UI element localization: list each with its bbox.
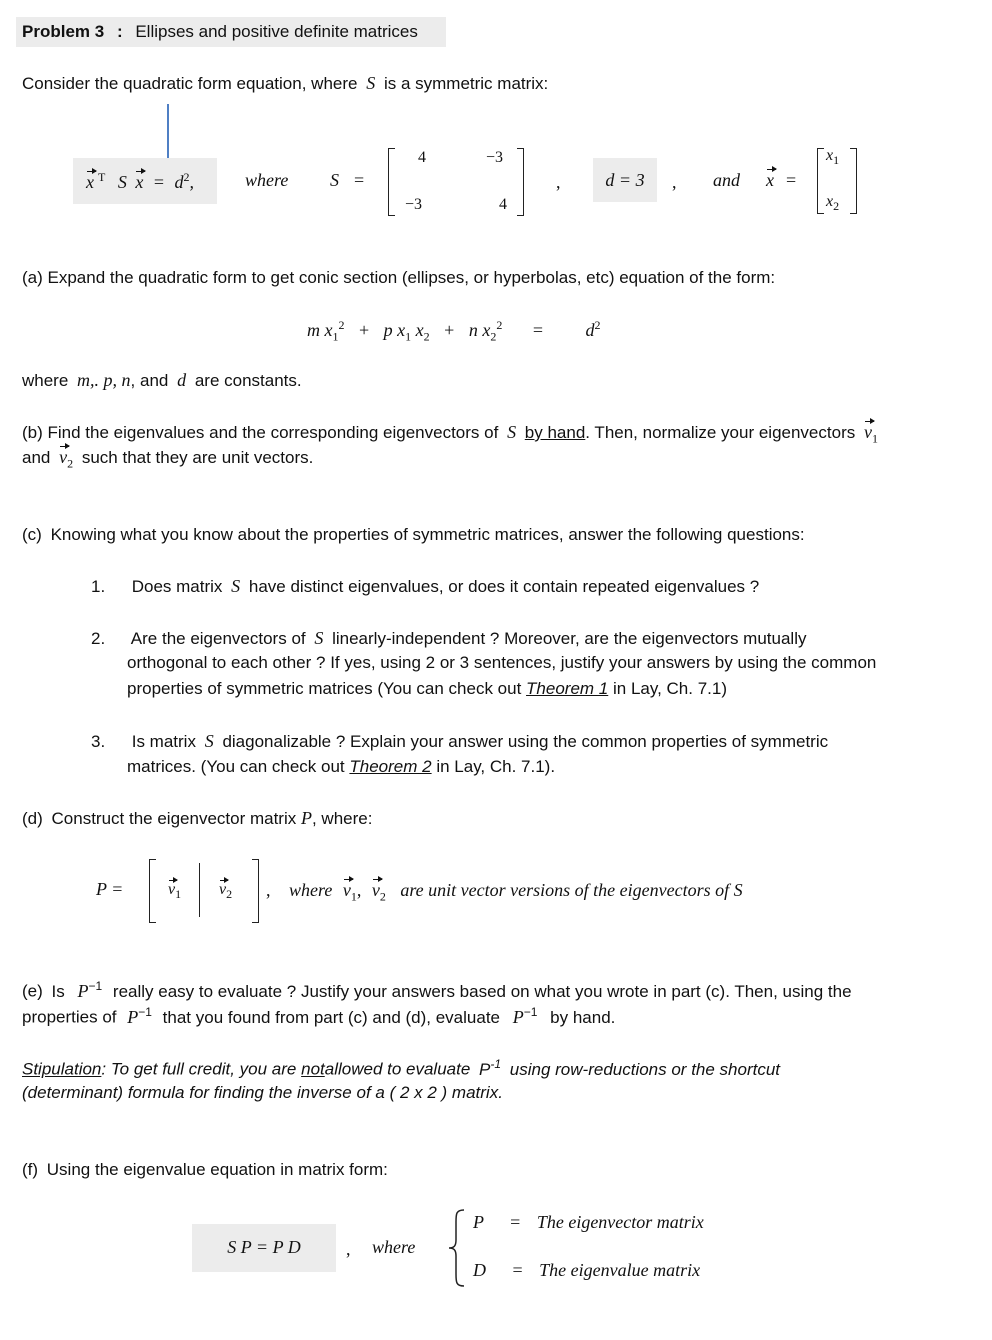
part-e-line2: properties of $P^{-1}$ that you found from part (c) and (d), evaluate $P^{-1}$ by hand.	[22, 1005, 616, 1027]
v1-column: $v_1$	[168, 881, 182, 902]
list-item-continued: properties of symmetric matrices (You can check out Theorem 1 in Lay, Ch. 7.1)	[127, 679, 728, 698]
list-item: 2. Are the eigenvectors of S linearly-independent ? Moreover, are the eigenvectors mutually	[91, 628, 807, 648]
p-right-bracket	[252, 859, 259, 923]
where-label: where	[245, 170, 289, 190]
theorem-1-ref: Theorem 1	[526, 679, 609, 698]
x1-entry: $x_1$	[826, 147, 840, 168]
part-b-line2: and $v_2$ such that they are unit vectors.	[22, 447, 314, 471]
stipulation-line1: Stipulation: To get full credit, you are notallowed to evaluate $P^{-1}$ using row-reductions or the shortcut	[22, 1057, 781, 1079]
p-left-bracket	[149, 859, 156, 923]
part-d-text: (d) Construct the eigenvector matrix P, where:	[22, 808, 373, 828]
intro-line: Consider the quadratic form equation, where S is a symmetric matrix:	[22, 73, 549, 93]
s-equals: =	[354, 170, 365, 190]
stipulation-label: Stipulation	[22, 1059, 102, 1079]
d-value: d = 3	[593, 158, 657, 202]
column-divider	[199, 863, 200, 917]
list-item: 3. Is matrix S diagonalizable ? Explain your answer using the common properties of symmetric	[91, 731, 829, 751]
matrix-left-bracket	[388, 148, 395, 216]
where-label: where	[372, 1237, 416, 1257]
constants-line: where m,. p, n, and d are constants.	[22, 370, 302, 390]
problem-label: Problem 3	[22, 22, 105, 41]
v2-column: $v_2$	[219, 881, 233, 902]
symbol-s: S	[366, 73, 376, 93]
stipulation-line2: (determinant) formula for finding the inverse of a ( 2 x 2 ) matrix.	[22, 1083, 503, 1102]
matrix-cell: −3	[405, 196, 423, 213]
xvec-left-bracket	[817, 148, 824, 214]
p-equals: P =	[96, 879, 124, 899]
list-item: 1. Does matrix S have distinct eigenvalues, or does it contain repeated eigenvalues ?	[91, 576, 760, 596]
list-item-continued: orthogonal to each other ? If yes, using 2 or 3 sentences, justify your answers by using the common	[127, 653, 877, 672]
by-hand: by hand	[524, 423, 586, 442]
header-separator: :	[116, 22, 123, 41]
part-f-text: (f) Using the eigenvalue equation in matrix form:	[22, 1160, 388, 1179]
quadratic-form-text: x $^T$ S $x = d^2$,	[86, 170, 194, 192]
matrix-right-bracket	[517, 148, 524, 216]
and-label: and	[713, 170, 740, 190]
s-label: S	[330, 170, 339, 190]
x-symbol: x	[766, 170, 774, 190]
p-definition: P = The eigenvector matrix	[473, 1212, 704, 1232]
problem-title: Ellipses and positive definite matrices	[135, 22, 418, 41]
x-equals: =	[786, 170, 797, 190]
d-definition: D = The eigenvalue matrix	[473, 1260, 701, 1280]
curly-brace-icon	[446, 1208, 468, 1288]
problem-header	[16, 17, 446, 47]
comma: ,	[346, 1239, 351, 1259]
comma: ,	[556, 172, 561, 192]
eigenvalue-equation: S P = P D	[192, 1224, 336, 1272]
comma: ,	[672, 172, 677, 192]
matrix-cell: −3	[486, 149, 504, 166]
matrix-cell: 4	[499, 196, 507, 213]
x2-entry: $x_2$	[826, 193, 840, 214]
matrix-cell: 4	[418, 149, 426, 166]
part-e-line1: (e) Is $P^{-1}$ really easy to evaluate ? Justify your answers based on what you wrote in part (c). Then, using the	[22, 979, 852, 1001]
list-item-continued: matrices. (You can check out Theorem 2 in Lay, Ch. 7.1).	[127, 757, 556, 776]
unit-vector-note: , where $v_1$, $v_2$ are unit vector versions of the eigenvectors of S	[266, 880, 743, 904]
theorem-2-ref: Theorem 2	[349, 757, 432, 776]
part-b-line1: (b) Find the eigenvalues and the corresponding eigenvectors of S by hand. Then, normalize your eigenvectors $v_1$	[22, 422, 878, 446]
part-c-text: (c) Knowing what you know about the properties of symmetric matrices, answer the following questions:	[22, 525, 805, 544]
xvec-right-bracket	[850, 148, 857, 214]
conic-equation: m $x_1^2 + p$ $x_1$ $x_2 + n$ $x_2^2 = d^2$	[307, 318, 601, 344]
part-a-text: (a) Expand the quadratic form to get conic section (ellipses, or hyperbolas, etc) equation of the form:	[22, 268, 776, 287]
